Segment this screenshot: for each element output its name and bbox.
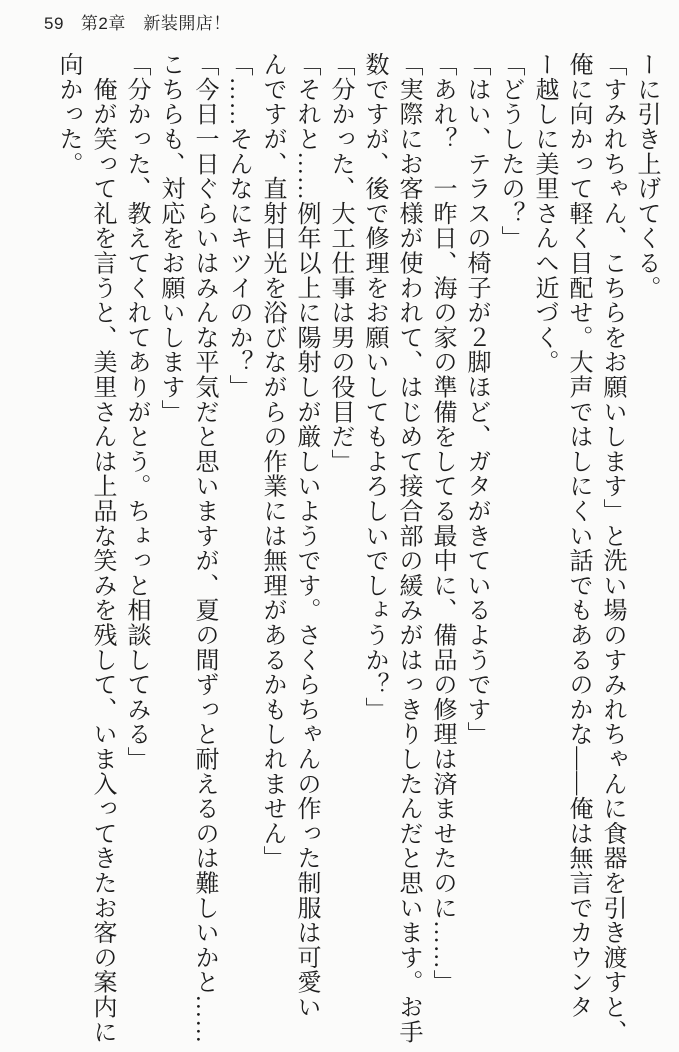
text-line: 「……そんなにキツイのか？」: [225, 52, 251, 400]
text-line: 俺が笑って礼を言うと、美里さんは上品な笑みを残して、いま入ってきたお客の案内に: [89, 52, 115, 1044]
chapter-title: 第2章 新装開店！: [80, 14, 231, 33]
text-line: ー越しに美里さんへ近づく。: [531, 52, 557, 375]
text-line: 「分かった、大工仕事は男の役目だ」: [327, 52, 353, 474]
text-line: ーに引き上げてくる。: [633, 52, 659, 300]
text-line: 「今日一日ぐらいはみんな平気だと思いますが、夏の間ずっと耐えるのは難しいかと……: [191, 52, 217, 1044]
page-number: 59: [44, 14, 64, 33]
text-line: こちらも、対応をお願いします」: [157, 52, 183, 424]
text-line: 向かった。: [55, 52, 81, 176]
text-line: 「すみれちゃん、こちらをお願いします」と洗い場のすみれちゃんに食器を引き渡すと、: [599, 52, 625, 1044]
text-line: んですが、直射日光を浴びながらの作業には無理があるかもしれません」: [259, 52, 285, 871]
text-line: 「それと……例年以上に陽射しが厳しいようです。さくらちゃんの作った制服は可愛い: [293, 52, 319, 1020]
running-head: [44, 9, 231, 34]
text-line: 「あれ？ 一昨日、海の家の準備をしてる最中に、備品の修理は済ませたのに……」: [429, 52, 455, 995]
text-line: 数ですが、後で修理をお願いしてもよろしいでしょうか？」: [361, 52, 387, 722]
text-line: 「実際にお客様が使われて、はじめて接合部の緩みがはっきりしたんだと思います。お手: [395, 52, 421, 1044]
text-line: 「分かった、教えてくれてありがとう。ちょっと相談してみる」: [123, 52, 149, 772]
page-text: [51, 52, 663, 1052]
text-line: 「はい、テラスの椅子が２脚ほど、ガタがきているようです」: [463, 52, 489, 747]
text-line: 「どうしたの？」: [497, 52, 523, 251]
text-line: 俺に向かって軽く目配せ。大声ではしにくい話でもあるのかな——俺は無言でカウンタ: [565, 52, 591, 1020]
